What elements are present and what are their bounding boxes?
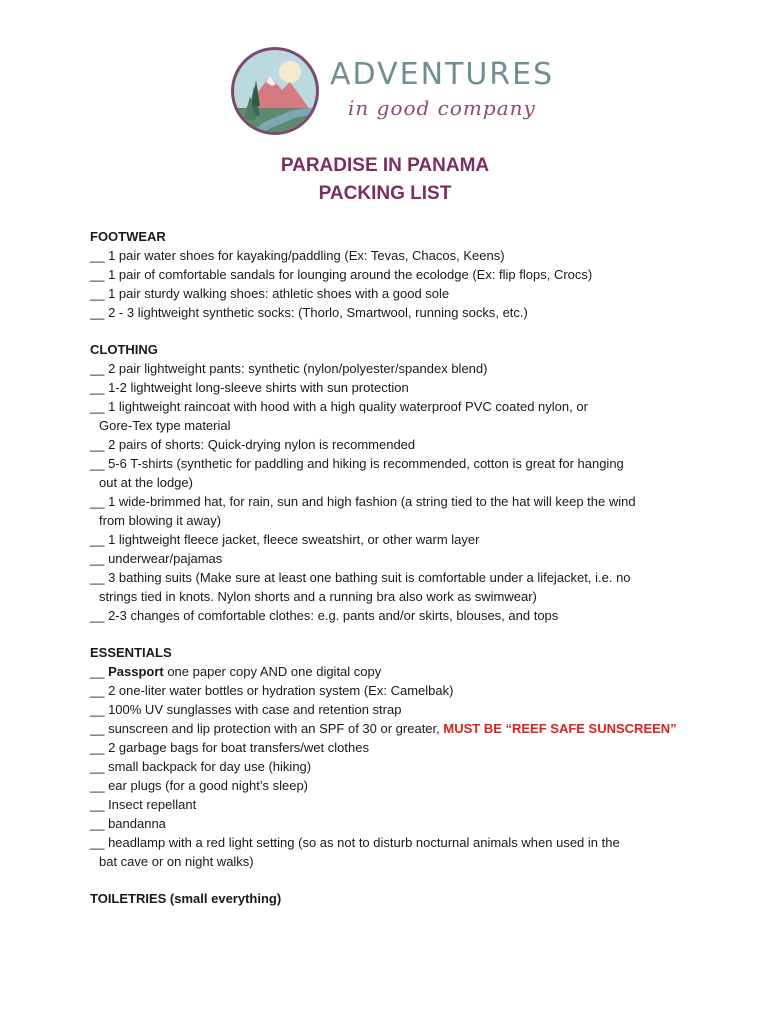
logo-wordmark: ADVENTURES [330,57,555,92]
section-heading: FOOTWEAR [90,229,166,244]
blank-prefix: __ [90,664,109,679]
list-item-continuation: from blowing it away) [99,513,222,528]
section-heading: CLOTHING [90,342,158,357]
title-line-2: PACKING LIST [318,183,452,204]
list-item: __ 1 pair water shoes for kayaking/paddling (Ex: Tevas, Chacos, Keens) [90,248,505,263]
list-item: __ 1 wide-brimmed hat, for rain, sun and high fashion (a string tied to the hat will keep the wind [90,494,636,509]
list-item: __ headlamp with a red light setting (so as not to disturb nocturnal animals when used in the [90,835,620,850]
list-item-continuation: strings tied in knots. Nylon shorts and a running bra also work as swimwear) [99,589,537,604]
page-title [0,152,770,208]
list-item: __ 2 - 3 lightweight synthetic socks: (Thorlo, Smartwool, running socks, etc.) [90,305,528,320]
passport-label: Passport [108,664,164,679]
passport-detail: one paper copy AND one digital copy [163,664,382,679]
sunscreen-text: __ sunscreen and lip protection with an SPF of 30 or greater, [90,721,444,736]
company-logo [230,46,555,136]
list-item-continuation: out at the lodge) [99,475,193,490]
list-item-continuation: bat cave or on night walks) [99,854,254,869]
section-heading: TOILETRIES (small everything) [90,891,282,906]
list-item: __ Insect repellant [90,797,197,812]
list-item: __ bandanna [90,816,166,831]
list-item: __ 5-6 T-shirts (synthetic for paddling and hiking is recommended, cotton is great for hanging [90,456,624,471]
list-item: __ 1 pair sturdy walking shoes: athletic shoes with a good sole [90,286,450,301]
list-item-passport [90,662,710,681]
list-item: __ 2 pair lightweight pants: synthetic (nylon/polyester/spandex blend) [90,361,488,376]
section-clothing [90,340,710,625]
list-item: __ ear plugs (for a good night’s sleep) [90,778,309,793]
list-item-sunscreen [90,719,710,738]
list-item: __ 1-2 lightweight long-sleeve shirts with sun protection [90,380,409,395]
list-item: __ 1 pair of comfortable sandals for lounging around the ecolodge (Ex: flip flops, Crocs) [90,267,593,282]
logo-tagline: in good company [348,96,536,120]
list-item: __ 2 garbage bags for boat transfers/wet clothes [90,740,369,755]
list-item: __ underwear/pajamas [90,551,223,566]
mountain-emblem-icon [230,46,320,136]
list-item: __ 100% UV sunglasses with case and retention strap [90,702,402,717]
section-heading: ESSENTIALS [90,645,172,660]
list-item-continuation: Gore-Tex type material [99,418,231,433]
title-line-1: PARADISE IN PANAMA [280,155,490,176]
section-footwear [90,227,710,322]
list-item: __ 2-3 changes of comfortable clothes: e.g. pants and/or skirts, blouses, and tops [90,608,559,623]
list-item: __ 2 pairs of shorts: Quick-drying nylon is recommended [90,437,416,452]
list-item: __ 2 one-liter water bottles or hydration system (Ex: Camelbak) [90,683,454,698]
list-item: __ 1 lightweight raincoat with hood with a high quality waterproof PVC coated nylon, or [90,399,588,414]
reef-safe-warning: MUST BE “REEF SAFE SUNSCREEN” [443,721,677,736]
packing-list [90,227,710,926]
section-essentials [90,643,710,871]
list-item: __ small backpack for day use (hiking) [90,759,312,774]
list-item: __ 3 bathing suits (Make sure at least one bathing suit is comfortable under a lifejacket, i.e. no [90,570,631,585]
section-toiletries [90,889,710,908]
list-item: __ 1 lightweight fleece jacket, fleece sweatshirt, or other warm layer [90,532,480,547]
